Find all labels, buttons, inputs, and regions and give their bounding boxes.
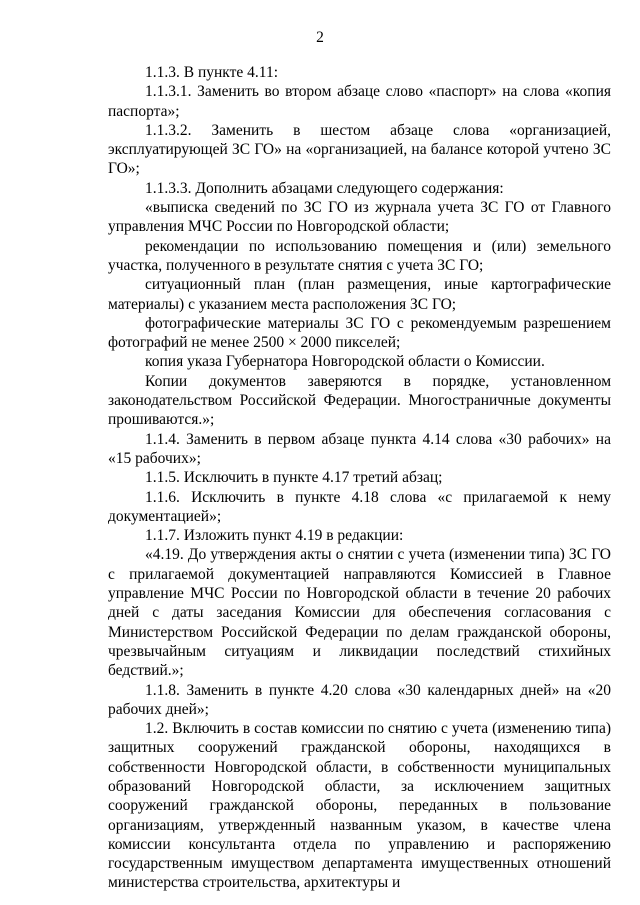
paragraph-1-1-3: 1.1.3. В пункте 4.11: [145, 64, 279, 81]
document-body [108, 63, 611, 893]
paragraph-1-1-6: 1.1.6. Исключить в пункте 4.18 слова «с прилагаемой к нему документацией»; [108, 488, 611, 525]
paragraph-1-1-8: 1.1.8. Заменить в пункте 4.20 слова «30 календарных дней» на «20 рабочих дней»; [108, 681, 611, 718]
paragraph-1-2: 1.2. Включить в состав комиссии по снятию с учета (изменению типа) защитных сооружений гражданской обороны, находящихся в собственности Новгородской области, в собственности муниципальных образований Новгородской области, за исключением защитных сооружений гражданской обороны, переданных в пользование организациям, утвержденный названным указом, в качестве члена комиссии консультанта отдела по управлению и распоряжению государственным имуществом департамента имущественных отношений министерства строительства, архитектуры и [108, 720, 611, 892]
paragraph-list-item: ситуационный план (план размещения, иные картографические материалы) с указанием места расположения ЗС ГО; [108, 276, 611, 313]
paragraph-1-1-7: 1.1.7. Изложить пункт 4.19 в редакции: [145, 527, 404, 545]
paragraph-1-1-4: 1.1.4. Заменить в первом абзаце пункта 4.14 слова «30 рабочих» на «15 рабочих»; [108, 430, 611, 467]
paragraph-1-1-3-1: 1.1.3.1. Заменить во втором абзаце слово «паспорт» на слова «копия паспорта»; [108, 83, 611, 120]
paragraph-1-1-3-2: 1.1.3.2. Заменить в шестом абзаце слова «организацией, эксплуатирующей ЗС ГО» на «организацией, на балансе которой учтено ЗС ГО»; [108, 121, 611, 178]
paragraph-1-1-5: 1.1.5. Исключить в пункте 4.17 третий абзац; [145, 469, 443, 487]
paragraph-4-19: «4.19. До утверждения акты о снятии с учета (изменении типа) ЗС ГО с прилагаемой документацией направляются Комиссией в Главное управление МЧС России по Новгородской области в течение 20 рабочих дней с даты заседания Комиссии для обеспечения согласования с Министерством Российской Федерации по делам гражданской обороны, чрезвычайным ситуациям и ликвидации последствий стихийных бедствий.»; [108, 546, 611, 680]
paragraph-1-1-3-3: 1.1.3.3. Дополнить абзацами следующего содержания: [145, 179, 504, 197]
paragraph-copies: Копии документов заверяются в порядке, установленном законодательством Российской Федерации. Многостраничные документы прошиваются.»; [108, 372, 611, 429]
paragraph-list-item: рекомендации по использованию помещения и (или) земельного участка, полученного в результате снятия с учета ЗС ГО; [108, 237, 611, 274]
page-number: 2 [316, 29, 324, 46]
paragraph-list-item: «выписка сведений по ЗС ГО из журнала учета ЗС ГО от Главного управления МЧС России по Новгородской области; [108, 199, 611, 236]
paragraph-list-item: копия указа Губернатора Новгородской области о Комиссии. [145, 353, 545, 371]
paragraph-list-item: фотографические материалы ЗС ГО с рекомендуемым разрешением фотографий не менее 2500 × 2000 пикселей; [108, 314, 611, 352]
